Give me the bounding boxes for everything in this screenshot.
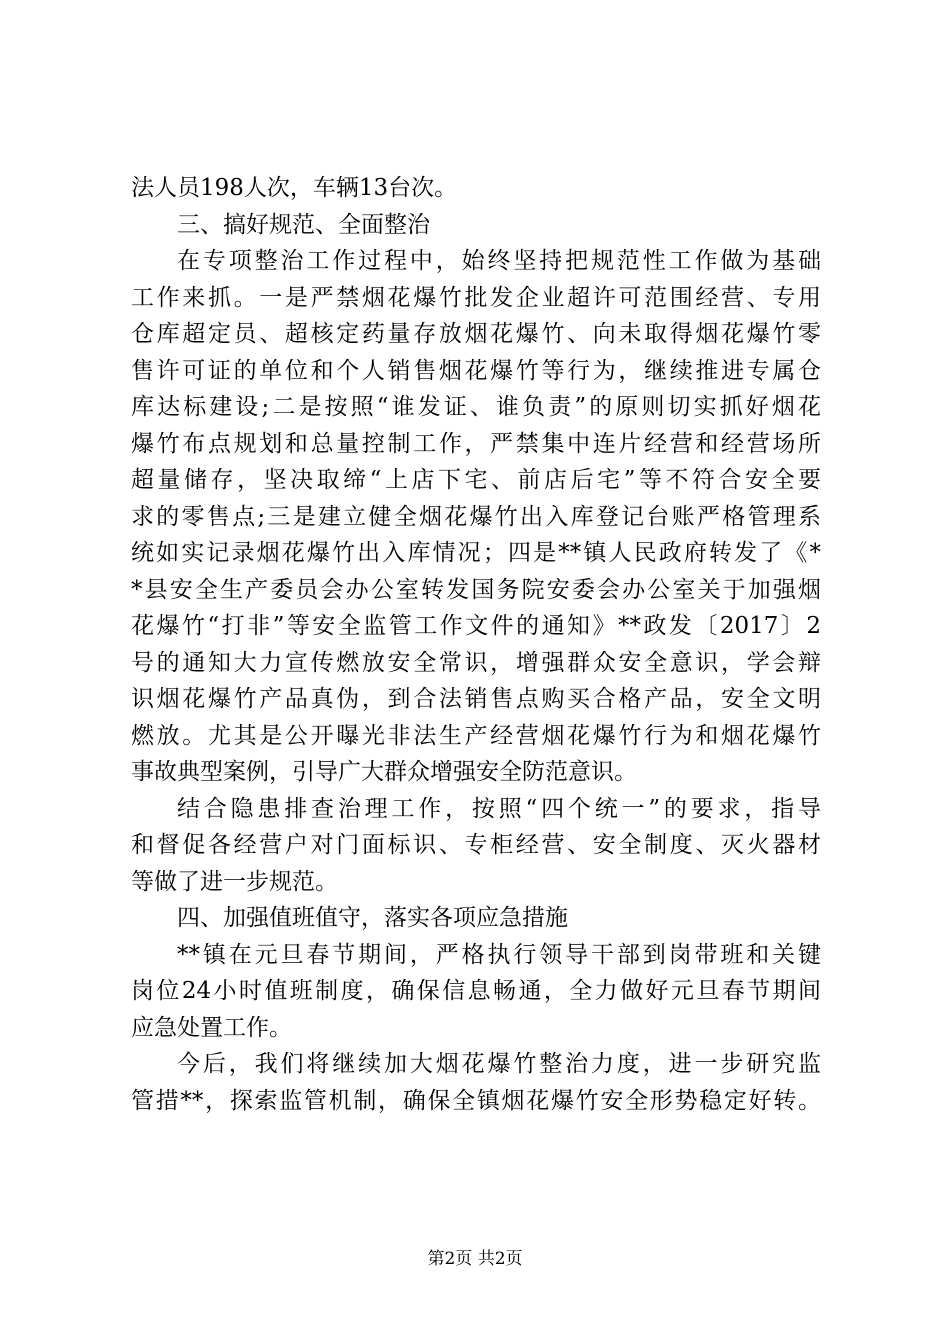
text-line: *县安全生产委员会办公室转发国务院安委会办公室关于加强烟 — [131, 576, 821, 603]
text-line: 应急处置工作。 — [131, 1014, 292, 1041]
text-line: 爆竹布点规划和总量控制工作，严禁集中连片经营和经营场所 — [131, 430, 821, 457]
text-line: 岗位24小时值班制度，确保信息畅通，全力做好元旦春节期间 — [131, 978, 821, 1004]
text-line: 识烟花爆竹产品真伪，到合法销售点购买合格产品，安全文明 — [131, 686, 821, 712]
text-line: 库达标建设;二是按照“谁发证、谁负责”的原则切实抓好烟花 — [131, 394, 821, 420]
section-heading: 四、加强值班值守，落实各项应急措施 — [177, 905, 568, 931]
text-line: 管措**，探索监管机制，确保全镇烟花爆竹安全形势稳定好转。 — [131, 1087, 821, 1114]
text-line: 号的通知大力宣传燃放安全常识，增强群众安全意识，学会辩 — [131, 649, 821, 676]
page-number: 第2页 共2页 — [427, 1249, 523, 1269]
text-line: 结合隐患排查治理工作，按照“四个统一”的要求，指导 — [177, 795, 821, 822]
text-line: 事故典型案例，引导广大群众增强安全防范意识。 — [131, 759, 637, 785]
text-line: 统如实记录烟花爆竹出入库情况；四是**镇人民政府转发了《* — [131, 540, 821, 566]
text-line: 售许可证的单位和个人销售烟花爆竹等行为，继续推进专属仓 — [131, 357, 821, 384]
text-line: 求的零售点;三是建立健全烟花爆竹出入库登记台账严格管理系 — [131, 503, 821, 530]
text-line: 今后，我们将继续加大烟花爆竹整治力度，进一步研究监 — [177, 1051, 821, 1077]
document-body — [131, 170, 821, 1119]
text-line: **镇在元旦春节期间，严格执行领导干部到岗带班和关键 — [177, 941, 821, 968]
text-line: 和督促各经营户对门面标识、专柜经营、安全制度、灭火器材 — [131, 832, 821, 858]
text-line: 工作来抓。一是严禁烟花爆竹批发企业超许可范围经营、专用 — [131, 284, 821, 311]
text-line: 法人员198人次，车辆13台次。 — [131, 175, 458, 201]
text-line: 燃放。尤其是公开曝光非法生产经营烟花爆竹行为和烟花爆竹 — [131, 722, 821, 749]
text-line: 仓库超定员、超核定药量存放烟花爆竹、向未取得烟花爆竹零 — [131, 321, 821, 347]
text-line: 花爆竹“打非”等安全监管工作文件的通知》**政发〔2017〕2 — [131, 613, 821, 639]
text-line: 等做了进一步规范。 — [131, 868, 338, 895]
text-line: 在专项整治工作过程中，始终坚持把规范性工作做为基础 — [177, 248, 821, 274]
section-heading: 三、搞好规范、全面整治 — [177, 211, 430, 238]
text-line: 超量储存，坚决取缔“上店下宅、前店后宅”等不符合安全要 — [131, 467, 821, 493]
